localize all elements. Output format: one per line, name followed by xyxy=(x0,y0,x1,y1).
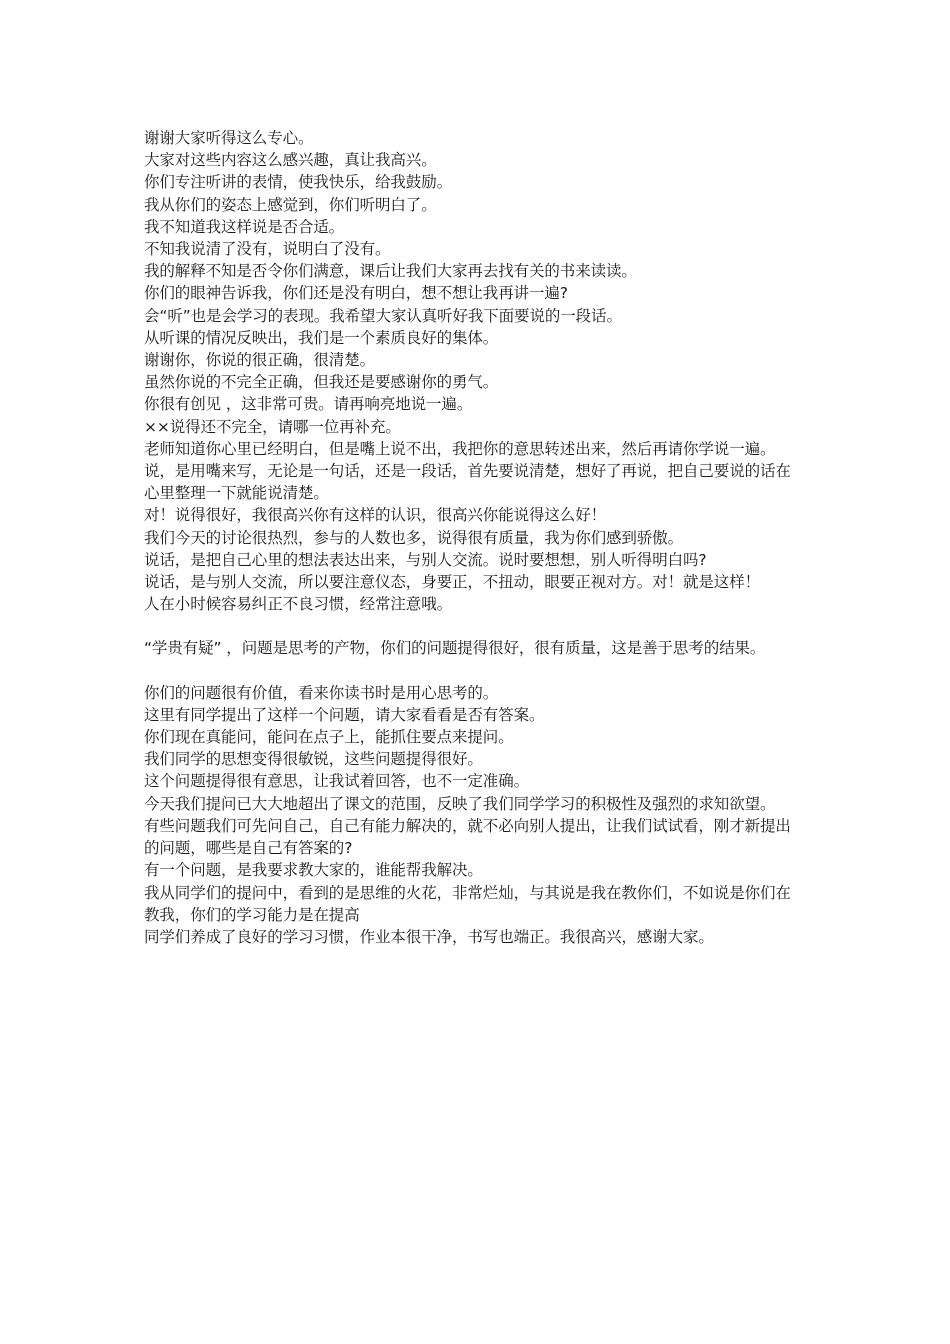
paragraph: 有些问题我们可先问自己，自己有能力解决的，就不必向别人提出，让我们试试看，刚才新提出的问题，哪些是自己有答案的? xyxy=(144,816,791,858)
paragraph: 有一个问题，是我要求教大家的，谁能帮我解决。 xyxy=(144,861,483,880)
paragraph: 从听课的情况反映出，我们是一个素质良好的集体。 xyxy=(144,328,499,347)
paragraph: 你们专注听讲的表情，使我快乐，给我鼓励。 xyxy=(144,173,453,192)
paragraph: 这里有同学提出了这样一个问题，请大家看看是否有答案。 xyxy=(144,705,545,724)
paragraph: 老师知道你心里已经明白，但是嘴上说不出，我把你的意思转述出来，然后再请你学说一遍。 xyxy=(144,439,776,458)
paragraph: 不知我说清了没有，说明白了没有。 xyxy=(144,240,391,259)
paragraph: 你很有创见 ，这非常可贵。请再响亮地说一遍。 xyxy=(144,395,473,414)
paragraph: 说话，是把自己心里的想法表达出来，与别人交流。说时要想想，别人听得明白吗? xyxy=(144,550,707,569)
paragraph: 我们今天的讨论很热烈，参与的人数也多，说得很有质量，我为你们感到骄傲。 xyxy=(144,528,684,547)
paragraph: 这个问题提得很有意思，让我试着回答，也不一定准确。 xyxy=(144,772,530,791)
document-body xyxy=(144,127,824,948)
paragraph: 你们的眼神告诉我，你们还是没有明白，想不想让我再讲一遍? xyxy=(144,284,568,303)
paragraph: 今天我们提问已大大地超出了课文的范围，反映了我们同学学习的积极性及强烈的求知欲望。 xyxy=(144,794,776,813)
paragraph: 你们的问题很有价值，看来你读书时是用心思考的。 xyxy=(144,683,499,702)
paragraph: 说话，是与别人交流，所以要注意仪态，身要正，不扭动，眼要正视对方。对！就是这样！ xyxy=(144,573,761,592)
paragraph: 我从同学们的提问中，看到的是思维的火花，非常烂灿，与其说是我在教你们，不如说是你们在教我，你们的学习能力是在提高 xyxy=(144,883,791,924)
paragraph: 我不知道我这样说是否合适。 xyxy=(144,217,345,236)
paragraph: 我们同学的思想变得很敏锐，这些问题提得很好。 xyxy=(144,750,483,769)
paragraph: 谢谢你，你说的很正确，很清楚。 xyxy=(144,351,376,370)
paragraph: 人在小时候容易纠正不良习惯，经常注意哦。 xyxy=(144,595,453,614)
paragraph: 我从你们的姿态上感觉到，你们听明白了。 xyxy=(144,195,437,214)
paragraph: 说，是用嘴来写，无论是一句话，还是一段话，首先要说清楚，想好了再说，把自己要说的话在心里整理一下就能说清楚。 xyxy=(144,462,791,503)
paragraph: 你们现在真能问，能问在点子上，能抓住要点来提问。 xyxy=(144,728,514,747)
paragraph: 大家对这些内容这么感兴趣，真让我高兴。 xyxy=(144,151,437,170)
paragraph: 对！说得很好，我很高兴你有这样的认识，很高兴你能说得这么好！ xyxy=(144,506,607,525)
paragraph: 谢谢大家听得这么专心。 xyxy=(144,129,314,147)
paragraph: 会“听”也是会学习的表现。我希望大家认真听好我下面要说的一段话。 xyxy=(144,306,622,325)
paragraph: ××说得还不完全，请哪一位再补充。 xyxy=(144,417,401,436)
paragraph: 虽然你说的不完全正确，但我还是要感谢你的勇气。 xyxy=(144,373,499,392)
paragraph: 同学们养成了良好的学习习惯，作业本很干净，书写也端正。我很高兴，感谢大家。 xyxy=(144,927,714,946)
paragraph: 我的解释不知是否令你们满意，课后让我们大家再去找有关的书来读读。 xyxy=(144,262,637,281)
quote-paragraph: “学贵有疑” ，问题是思考的产物，你们的问题提得很好，很有质量，这是善于思考的结果。 xyxy=(144,639,766,658)
